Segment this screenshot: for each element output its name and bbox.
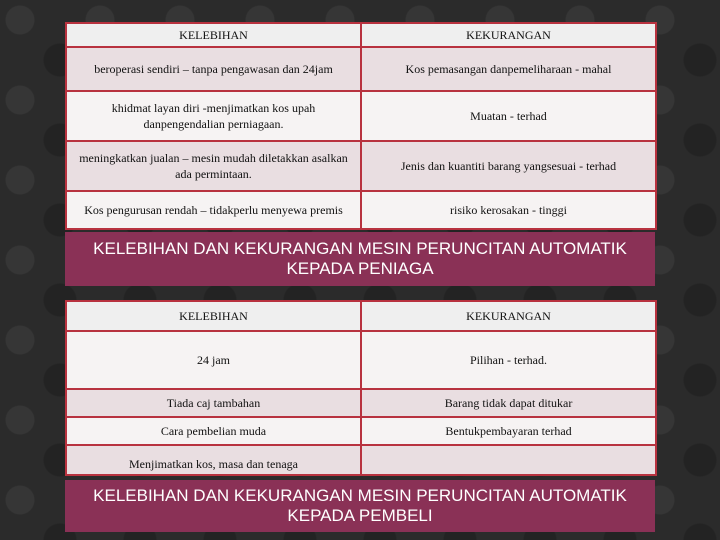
header-kelebihan: KELEBIHAN xyxy=(66,23,361,47)
table-row xyxy=(66,417,656,445)
table-row xyxy=(66,191,656,229)
table-header-row xyxy=(66,301,656,331)
table-header-row xyxy=(66,23,656,47)
table-cell xyxy=(361,445,656,475)
banner-line: KELEBIHAN DAN KEKURANGAN MESIN PERUNCITAN AUTOMATIK xyxy=(93,486,627,505)
table-row xyxy=(66,91,656,141)
table-cell: Bentukpembayaran terhad xyxy=(361,417,656,445)
table-cell: 24 jam xyxy=(66,331,361,389)
table-cell: Cara pembelian muda xyxy=(66,417,361,445)
table-cell: Pilihan - terhad. xyxy=(361,331,656,389)
table-row xyxy=(66,47,656,91)
table-cell: Menjimatkan kos, masa dan tenaga xyxy=(66,445,361,475)
header-kelebihan: KELEBIHAN xyxy=(66,301,361,331)
table-row xyxy=(66,141,656,191)
title-banner-seller xyxy=(65,232,655,286)
table-cell: beroperasi sendiri – tanpa pengawasan dan 24jam xyxy=(66,47,361,91)
table-cell: risiko kerosakan - tinggi xyxy=(361,191,656,229)
advantages-table-seller xyxy=(65,22,657,230)
table-cell: Kos pemasangan danpemeliharaan - mahal xyxy=(361,47,656,91)
table-cell: meningkatkan jualan – mesin mudah diletakkan asalkan ada permintaan. xyxy=(66,141,361,191)
table-cell: Kos pengurusan rendah – tidakperlu menyewa premis xyxy=(66,191,361,229)
table-cell: Jenis dan kuantiti barang yangsesuai - terhad xyxy=(361,141,656,191)
header-kekurangan: KEKURANGAN xyxy=(361,301,656,331)
table-cell: Tiada caj tambahan xyxy=(66,389,361,417)
advantages-table-buyer xyxy=(65,300,657,476)
table-row xyxy=(66,445,656,475)
banner-line: KEPADA PENIAGA xyxy=(286,259,434,278)
title-banner-buyer xyxy=(65,480,655,532)
table-cell: Barang tidak dapat ditukar xyxy=(361,389,656,417)
table-row xyxy=(66,331,656,389)
banner-line: KELEBIHAN DAN KEKURANGAN MESIN PERUNCITAN AUTOMATIK xyxy=(93,239,627,258)
table-cell: khidmat layan diri -menjimatkan kos upah danpengendalian perniagaan. xyxy=(66,91,361,141)
table-cell: Muatan - terhad xyxy=(361,91,656,141)
table-row xyxy=(66,389,656,417)
header-kekurangan: KEKURANGAN xyxy=(361,23,656,47)
banner-line: KEPADA PEMBELI xyxy=(287,506,433,525)
